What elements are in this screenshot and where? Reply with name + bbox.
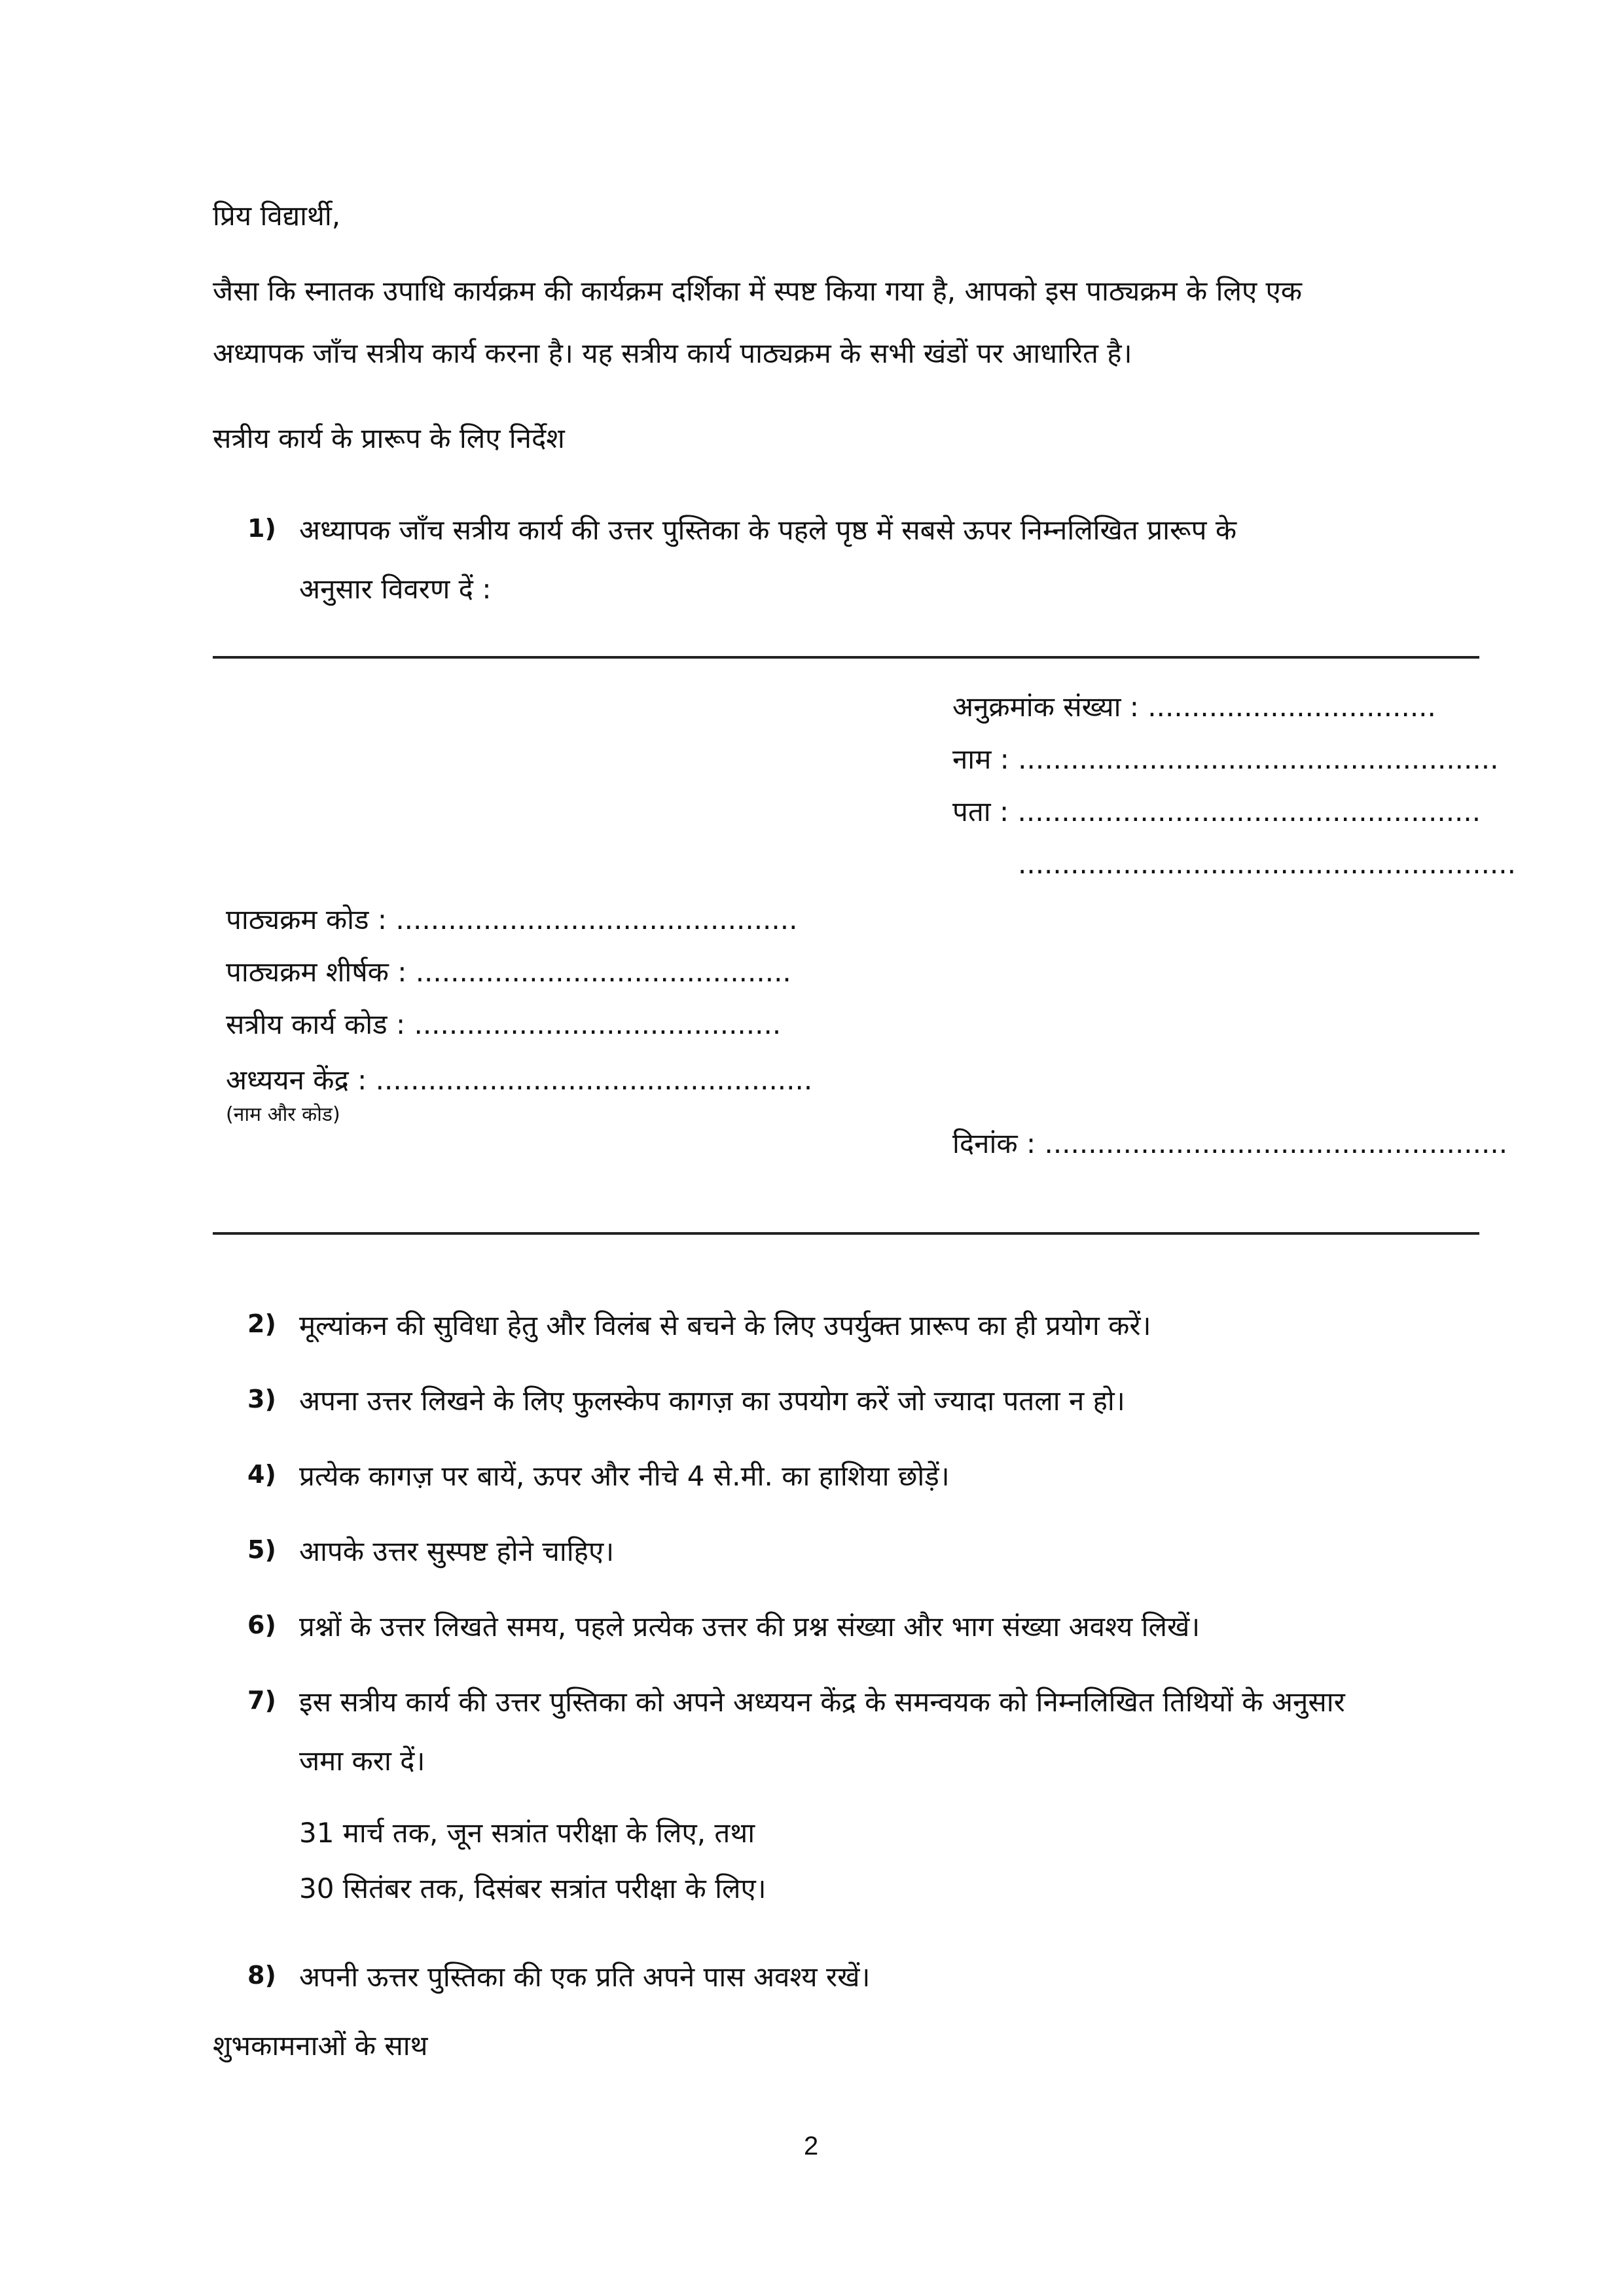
instruction-6-number: 6) [247,1611,276,1639]
instruction-8-text: अपनी ऊत्तर पुस्तिका की एक प्रति अपने पास अवश्य रखें। [299,1961,871,1993]
instruction-1-number: 1) [247,514,276,543]
form-roll-number: अनुक्रमांक संख्या : ................................. [952,691,1436,723]
instruction-2-text: मूल्यांकन की सुविधा हेतु और विलंब से बचने के लिए उपर्युक्त प्रारूप का ही प्रयोग करें। [299,1309,1151,1341]
form-address: पता : ..................................................... [952,795,1481,828]
instruction-4-text: प्रत्येक कागज़ पर बायें, ऊपर और नीचे 4 से.मी. का हाशिया छोड़ें। [299,1460,950,1492]
form-address-continued: ......................................................... [1018,848,1516,880]
instruction-1-line-1: अध्यापक जाँच सत्रीय कार्य की उत्तर पुस्तिका के पहले पृष्ठ में सबसे ऊपर निम्नलिखित प्रारूप के [299,514,1237,546]
form-name: नाम : ....................................................... [952,743,1499,775]
form-date: दिनांक : ..................................................... [952,1127,1508,1159]
instruction-4-number: 4) [247,1460,276,1489]
instruction-2-number: 2) [247,1309,276,1338]
instruction-3-number: 3) [247,1385,276,1413]
form-study-centre-note: (नाम और कोड) [226,1103,340,1126]
page-number: 2 [804,2132,819,2160]
section-heading: सत्रीय कार्य के प्रारूप के लिए निर्देश [213,422,565,454]
instruction-7-line-2: जमा करा दें। [299,1745,425,1777]
instruction-1-line-2: अनुसार विवरण दें : [299,573,492,605]
instruction-7-line-1: इस सत्रीय कार्य की उत्तर पुस्तिका को अपने अध्ययन केंद्र के समन्वयक को निम्नलिखित तिथियों के अनुसार [299,1686,1345,1718]
closing: शुभकामनाओं के साथ [213,2030,428,2062]
form-study-centre: अध्ययन केंद्र : .................................................. [226,1064,813,1096]
form-bottom-rule [213,1232,1479,1235]
intro-line-2: अध्यापक जाँच सत्रीय कार्य करना है। यह सत्रीय कार्य पाठ्यक्रम के सभी खंडों पर आधारित है। [213,337,1132,369]
salutation: प्रिय विद्यार्थी, [213,200,341,232]
form-top-rule [213,656,1479,659]
intro-line-1: जैसा कि स्नातक उपाधि कार्यक्रम की कार्यक्रम दर्शिका में स्पष्ट किया गया है, आपको इस पाठ्यक्रम के लिए एक [213,275,1303,307]
instruction-5-number: 5) [247,1535,276,1564]
form-course-title: पाठ्यक्रम शीर्षक : ........................................... [226,956,791,988]
instruction-5-text: आपके उत्तर सुस्पष्ट होने चाहिए। [299,1535,615,1567]
form-course-code: पाठ्यक्रम कोड : .............................................. [226,903,798,936]
form-assignment-code: सत्रीय कार्य कोड : .......................................... [226,1008,782,1040]
instruction-7-date-2: 30 सितंबर तक, दिसंबर सत्रांत परीक्षा के लिए। [299,1872,767,1904]
instruction-7-date-1: 31 मार्च तक, जून सत्रांत परीक्षा के लिए, तथा [299,1817,755,1849]
instruction-8-number: 8) [247,1961,276,1990]
instruction-7-number: 7) [247,1686,276,1715]
instruction-3-text: अपना उत्तर लिखने के लिए फुलस्केप कागज़ का उपयोग करें जो ज्यादा पतला न हो। [299,1385,1125,1417]
instruction-6-text: प्रश्नों के उत्तर लिखते समय, पहले प्रत्येक उत्तर की प्रश्न संख्या और भाग संख्या अवश्य लिखें। [299,1611,1200,1643]
